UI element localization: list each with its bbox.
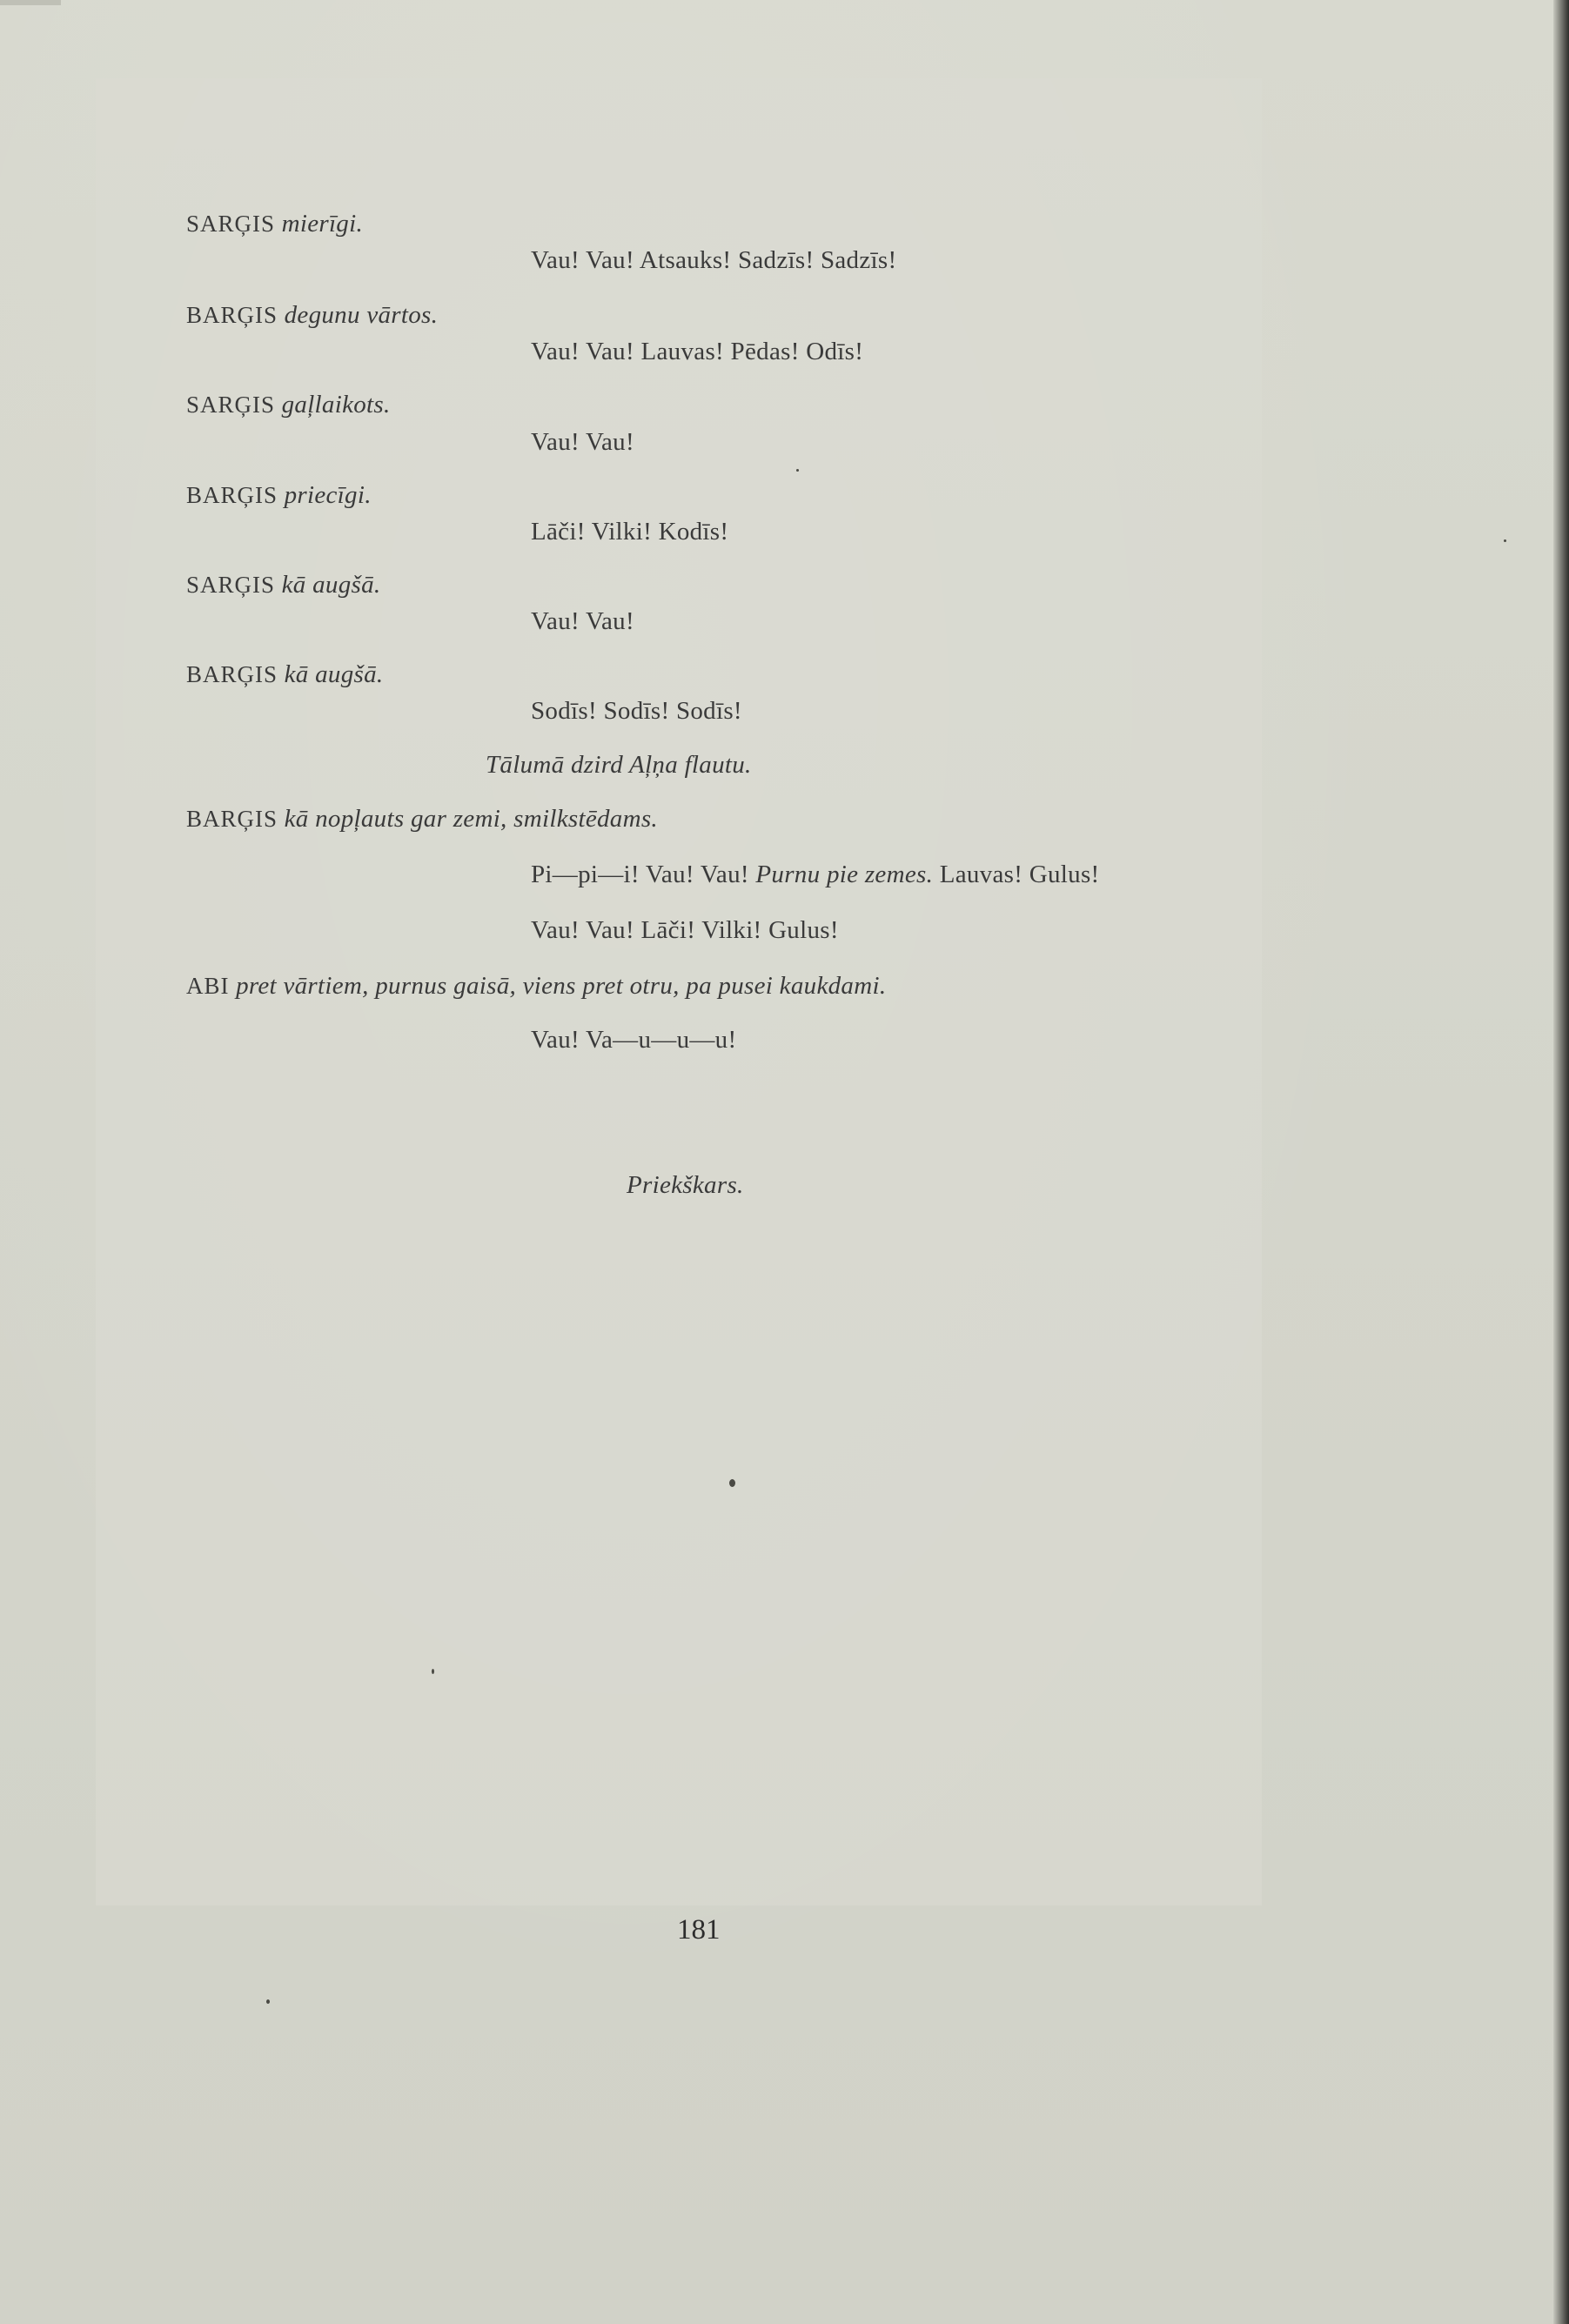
speaker-name: SARĢIS [186,392,276,418]
stage-direction: pret vārtiem, purnus gaisā, viens pret otru, pa pusei kaukdami. [236,972,887,1000]
stage-direction: gaļlaikots. [281,391,391,419]
speech-line: Lāči! Vilki! Kodīs! [531,518,729,546]
speech-line: Vau! Vau! Lāči! Vilki! Gulus! [531,916,839,944]
speaker-name: ABI [186,973,230,999]
speaker-name: BARĢIS [186,482,278,508]
stage-direction: priecīgi. [284,481,372,509]
page-corner-mark [0,0,61,5]
curtain-text: Priekškars. [627,1171,744,1199]
scan-speck [432,1669,434,1674]
scan-speck [729,1479,735,1487]
speech-text: Pi—pi—i! Vau! Vau! [531,861,749,888]
speaker-line [186,209,363,238]
scan-speck [1504,539,1506,542]
speech-line: Sodīs! Sodīs! Sodīs! [531,697,742,725]
page-binding-edge [1553,0,1569,2324]
speaker-line [186,480,372,510]
speech-line: Vau! Vau! [531,607,634,635]
scan-speck [796,469,799,472]
page-number: 181 [677,1914,721,1946]
speaker-line [186,804,658,834]
speech-line: Vau! Vau! Lauvas! Pēdas! Odīs! [531,338,864,365]
speaker-name: SARĢIS [186,572,276,598]
stage-direction: mierīgi. [281,210,364,238]
speaker-line [186,390,391,419]
speaker-line [186,971,886,1001]
speaker-name: BARĢIS [186,806,278,832]
speaker-name: SARĢIS [186,211,276,237]
scan-speck [266,1999,270,2004]
speech-text: Lauvas! Gulus! [939,861,1100,888]
speaker-name: BARĢIS [186,302,278,328]
speech-line: Vau! Va—u—u—u! [531,1026,737,1054]
stage-direction: kā augšā. [284,660,384,688]
stage-direction: kā augšā. [281,571,381,599]
speaker-line [186,660,383,689]
speaker-line [186,300,438,330]
stage-direction: kā nopļauts gar zemi, smilkstēdams. [284,805,658,833]
speech-line: Vau! Vau! Atsauks! Sadzīs! Sadzīs! [531,246,897,274]
speaker-line [186,570,380,599]
stage-direction: degunu vārtos. [284,301,439,329]
speaker-name: BARĢIS [186,661,278,687]
inline-stage-direction: Purnu pie zemes. [755,861,934,888]
speech-line [531,860,1100,889]
stage-direction-line: Tālumā dzird Aļņa flautu. [486,751,752,779]
speech-line: Vau! Vau! [531,428,634,456]
